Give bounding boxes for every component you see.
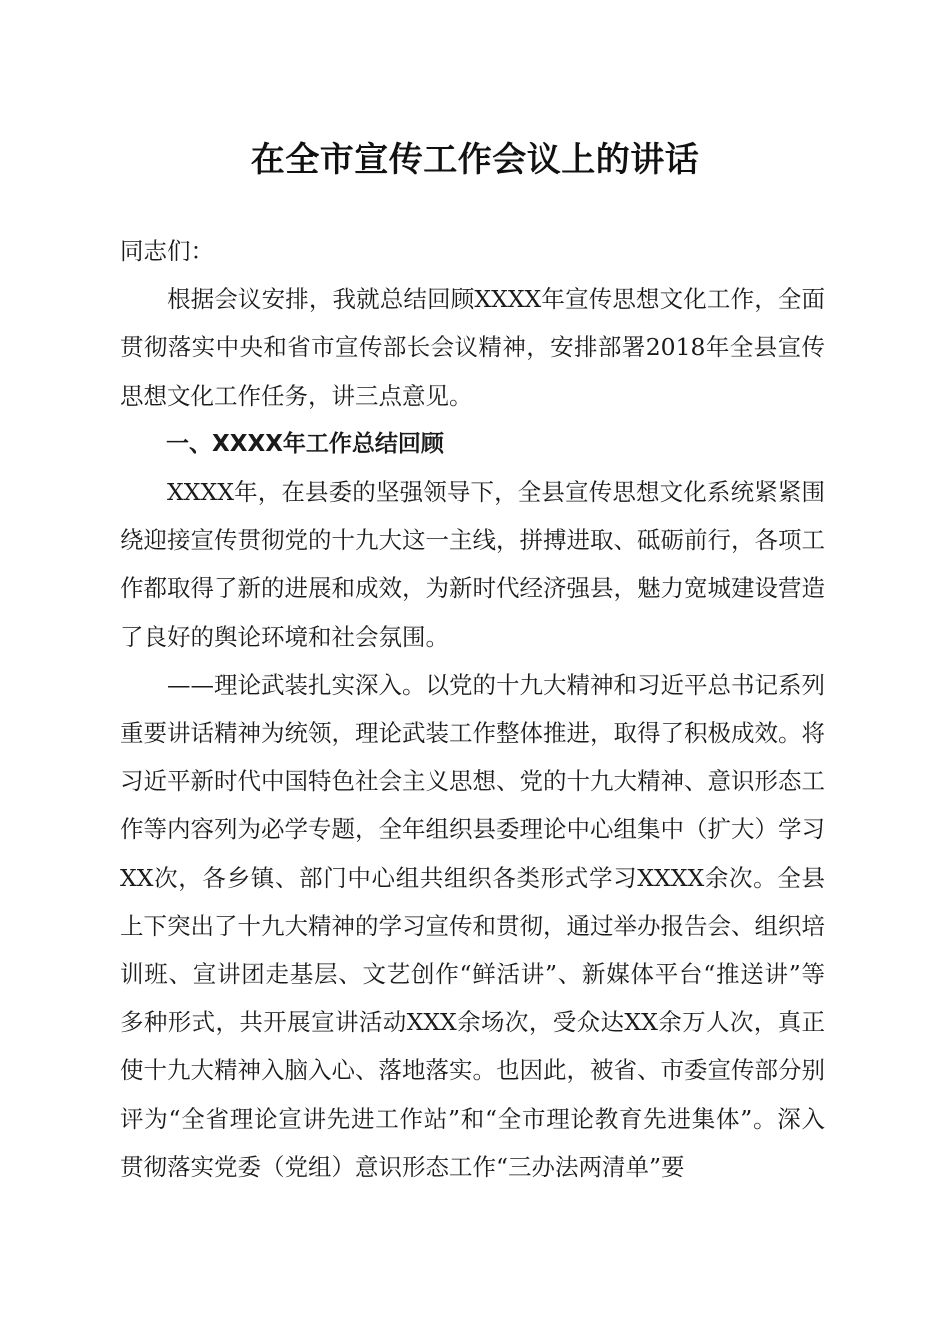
section-1-paragraph-2: ——理论武装扎实深入。以党的十九大精神和习近平总书记系列重要讲话精神为统领，理论武装工作整体推进，取得了积极成效。将习近平新时代中国特色社会主义思想、党的十九大精神、意识形态工作等内容列为必学专题，全年组织县委理论中心组集中（扩大）学习XX次，各乡镇、部门中心组共组织各类形式学习XXXX余次。全县上下突出了十九大精神的学习宣传和贯彻，通过举办报告会、组织培训班、宣讲团走基层、文艺创作“鲜活讲”、新媒体平台“推送讲”等多种形式，共开展宣讲活动XXX余场次，受众达XX余万人次，真正使十九大精神入脑入心、落地落实。也因此，被省、市委宣传部分别评为“全省理论宣讲先进工作站”和“全市理论教育先进集体”。深入贯彻落实党委（党组）意识形态工作“三办法两清单”要	[120, 670, 825, 1181]
section-heading-1: 一、XXXX年工作总结回顾	[166, 430, 444, 457]
intro-paragraph: 根据会议安排，我就总结回顾XXXX年宣传思想文化工作，全面贯彻落实中央和省市宣传部长会议精神，安排部署2018年全县宣传思想文化工作任务，讲三点意见。	[120, 285, 825, 410]
document-body	[120, 227, 825, 1191]
document-title: 在全市宣传工作会议上的讲话	[250, 140, 700, 180]
section-1-paragraph-1: XXXX年，在县委的坚强领导下，全县宣传思想文化系统紧紧围绕迎接宣传贯彻党的十九大这一主线，拼搏进取、砥砺前行，各项工作都取得了新的进展和成效，为新时代经济强县，魅力宽城建设营造了良好的舆论环境和社会氛围。	[120, 478, 825, 651]
salutation: 同志们：	[120, 237, 214, 265]
